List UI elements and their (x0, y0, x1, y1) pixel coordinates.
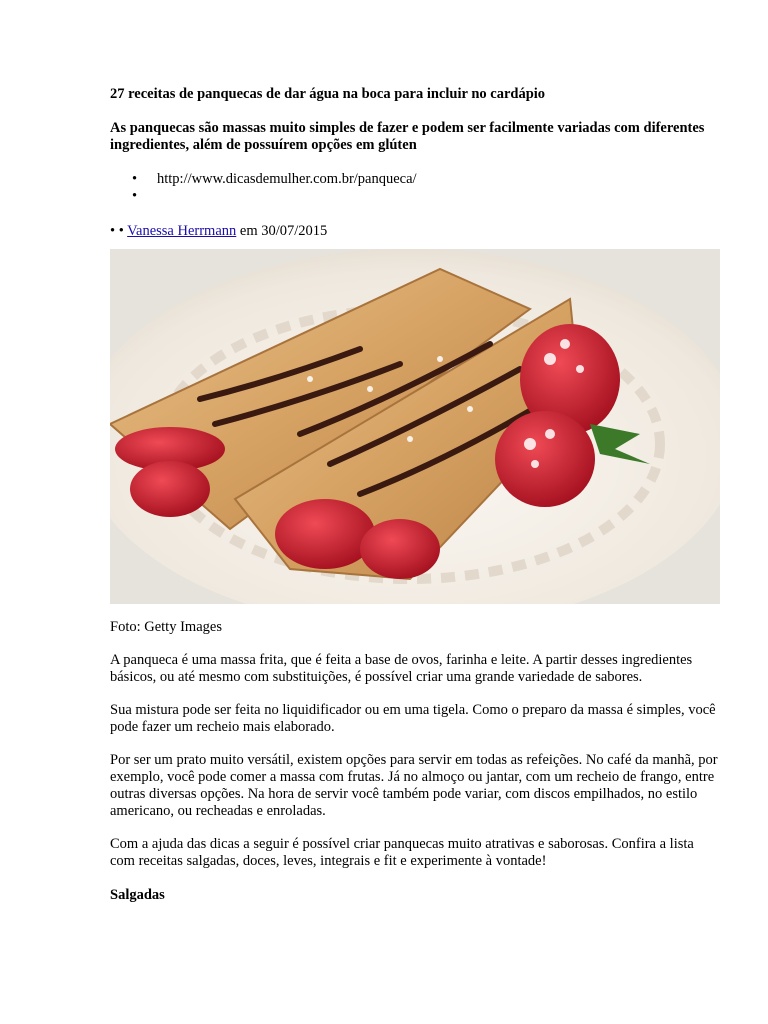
paragraph: A panqueca é uma massa frita, que é feita a base de ovos, farinha e leite. A partir desses ingredientes básicos, ou até mesmo com substituições, é possível criar uma grande variedade de sabores. (110, 652, 693, 685)
byline (110, 223, 720, 240)
article-subtitle: As panquecas são massas muito simples de fazer e podem ser facilmente variadas com diferentes ingredientes, além de possuírem opções em glúten (110, 120, 705, 153)
list-item (110, 188, 720, 205)
bullet-icon: • (132, 188, 138, 204)
paragraph: Sua mistura pode ser feita no liquidificador ou em uma tigela. Como o preparo da massa é simples, você pode fazer um recheio mais elaborado. (110, 702, 716, 735)
source-url: http://www.dicasdemulher.com.br/panqueca/ (157, 171, 417, 187)
section-heading: Salgadas (110, 887, 165, 903)
pancakes-photo (110, 249, 720, 604)
link-list (110, 171, 720, 205)
paragraph: Com a ajuda das dicas a seguir é possível criar panquecas muito atrativas e saborosas. Confira a lista com receitas salgadas, doces, leves, integrais e fit e experimente à vontade! (110, 836, 694, 869)
paragraph: Por ser um prato muito versátil, existem opções para servir em todas as refeições. No café da manhã, por exemplo, você pode comer a massa com frutas. Já no almoço ou jantar, com um recheio de frango, entre outras diversas opções. Na hora de servir você também pode variar, com discos empilhados, no estilo americano, ou recheadas e enroladas. (110, 752, 718, 819)
bullet-icon: • • (110, 223, 124, 239)
author-link[interactable]: Vanessa Herrmann (127, 223, 237, 239)
publish-date: em 30/07/2015 (239, 223, 328, 239)
photo-caption: Foto: Getty Images (110, 619, 222, 635)
bullet-icon: • (132, 171, 138, 187)
article-title: 27 receitas de panquecas de dar água na boca para incluir no cardápio (110, 86, 546, 102)
list-item (110, 171, 720, 188)
document-page (110, 86, 720, 904)
